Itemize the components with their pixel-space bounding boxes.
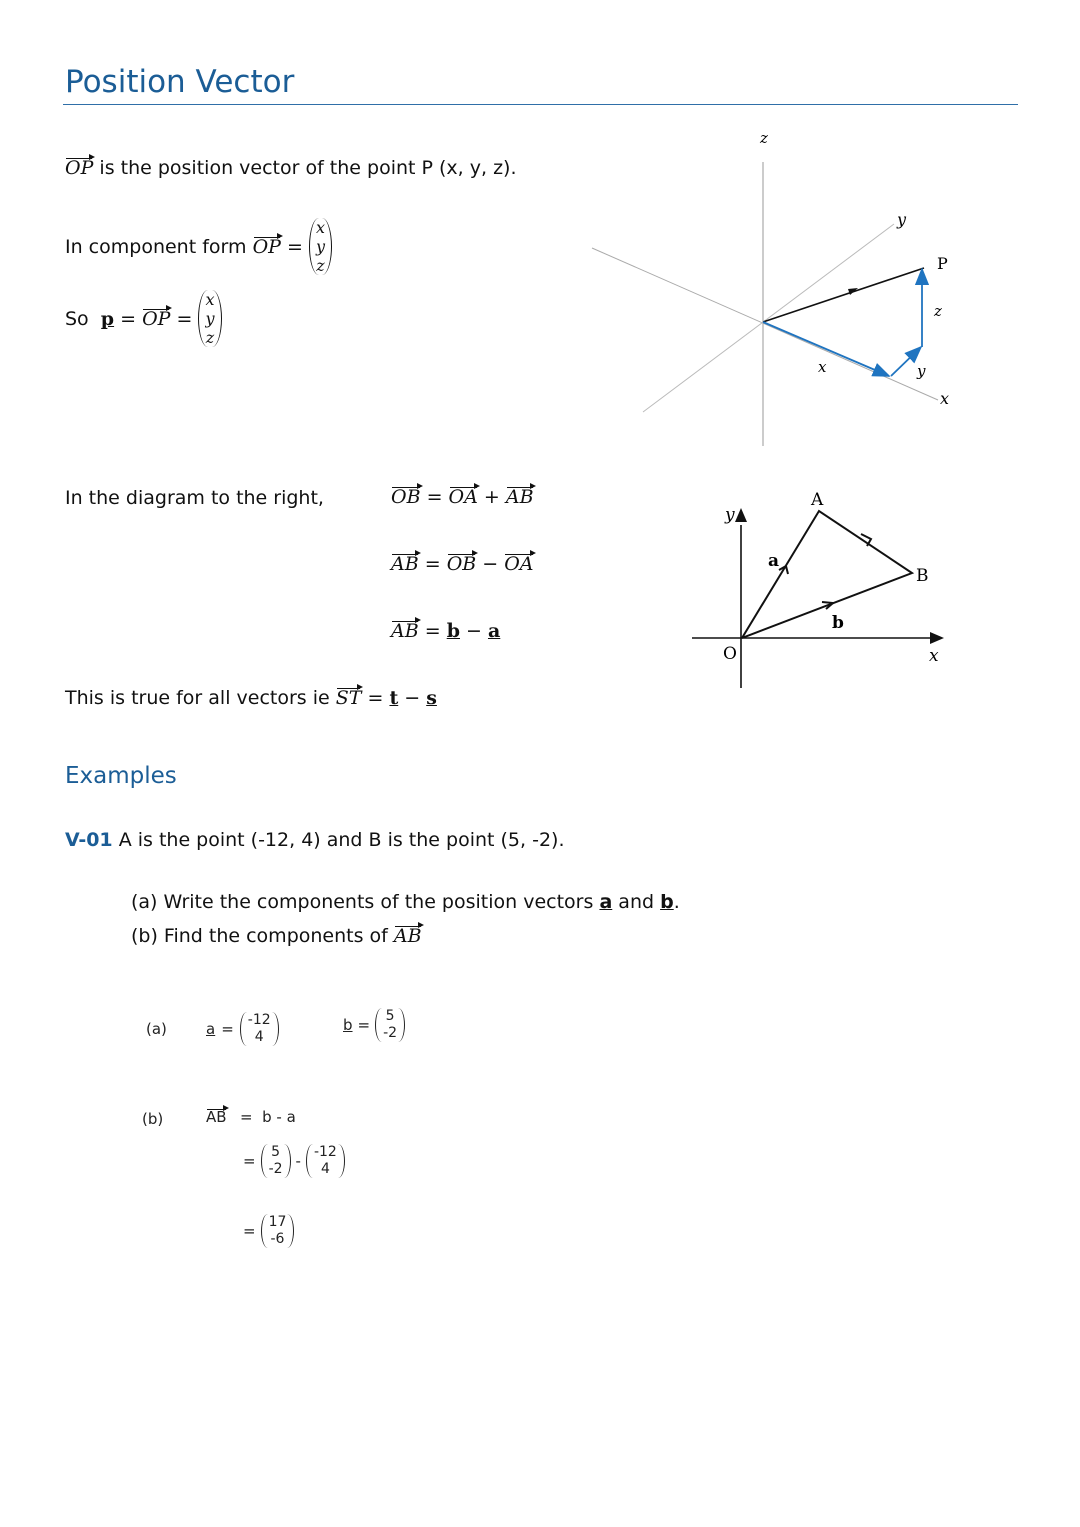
working-line1: = b - a <box>240 1108 296 1126</box>
vector-op: OP <box>65 157 94 179</box>
hw-value: -2 <box>383 1025 398 1041</box>
hw-value: -12 <box>247 1012 271 1028</box>
hw-value: -6 <box>270 1231 285 1247</box>
operator: − <box>459 620 488 642</box>
op-vector <box>763 268 924 322</box>
equals: = <box>114 307 143 330</box>
y-axis-label: y <box>897 210 907 229</box>
vector-ab: AB <box>391 620 419 642</box>
hw-vector-a: a <box>206 1020 216 1038</box>
vector-op: OP <box>252 235 281 258</box>
hw-equals: = <box>221 1020 234 1038</box>
component-y: y <box>315 237 325 256</box>
equals: = <box>170 307 199 330</box>
vector-ob: OB <box>446 553 477 575</box>
origin-label: O <box>723 644 737 664</box>
component-z: z <box>205 328 215 347</box>
hw-column-b <box>375 1008 405 1042</box>
position-vector-definition <box>65 157 517 179</box>
y-axis-arrow <box>735 508 747 522</box>
component-x: x <box>205 290 215 309</box>
vector-op: OP <box>142 307 171 330</box>
column-vector-xyz <box>309 218 332 275</box>
working-a-vector <box>206 1012 279 1046</box>
equation-ob: OB = OA + AB <box>391 486 534 508</box>
x-axis-label: x <box>940 389 950 408</box>
equation-ab-b-minus-a: AB = b − a <box>391 620 501 642</box>
and-text: and <box>612 891 661 913</box>
x-segment-label: x <box>818 358 827 376</box>
vector-s: s <box>426 687 437 709</box>
hw-equals: = <box>243 1152 256 1170</box>
vector-ab: AB <box>505 486 534 508</box>
x-label: x <box>929 646 939 666</box>
working-ab <box>206 1108 227 1126</box>
hw-value: 17 <box>268 1214 287 1230</box>
hw-value: -2 <box>268 1161 283 1177</box>
hw-value: 4 <box>320 1161 330 1177</box>
component-x: x <box>315 218 325 237</box>
examples-heading: Examples <box>65 763 177 789</box>
title-underline <box>63 104 1018 105</box>
vector-p: p <box>100 307 115 330</box>
example-part-a <box>131 891 680 913</box>
vector-a: a <box>599 891 613 913</box>
hw-column-result <box>261 1214 295 1248</box>
example-v01 <box>65 829 565 851</box>
vector-t: t <box>389 687 399 709</box>
p-equals-op <box>65 290 222 347</box>
x-axis-arrow <box>930 632 944 644</box>
component-form-label: In component form <box>65 235 247 258</box>
3d-axes-diagram <box>580 120 980 460</box>
hw-equals: = <box>357 1016 371 1034</box>
page-title: Position Vector <box>65 64 295 100</box>
hw-value: 5 <box>271 1144 281 1160</box>
hw-value: 4 <box>254 1029 264 1045</box>
part-a-text: (a) Write the components of the position vectors <box>131 891 600 913</box>
operator: + <box>477 486 506 508</box>
definition-text: is the position vector of the point P (x, y, z). <box>93 157 517 179</box>
hw-column-a <box>240 1012 279 1046</box>
working-b-label: (b) <box>142 1110 164 1128</box>
vector-oa: OA <box>448 486 478 508</box>
example-code: V-01 <box>65 829 113 851</box>
example-problem: A is the point (-12, 4) and B is the point (5, -2). <box>112 829 565 851</box>
working-b-vector <box>343 1008 405 1042</box>
vector-a: a <box>487 620 501 642</box>
operator: − <box>476 553 505 575</box>
component-form <box>65 218 332 275</box>
vector-oa: OA <box>504 553 534 575</box>
vector-ab: AB <box>393 925 422 947</box>
triangle-vector-diagram <box>680 480 960 690</box>
vector-ab: AB <box>391 553 419 575</box>
working-line2 <box>243 1144 345 1178</box>
z-segment-label: z <box>934 302 942 320</box>
diagram-reference-label: In the diagram to the right, <box>65 487 324 509</box>
point-p-label: P <box>937 254 948 273</box>
hw-equals: = <box>243 1222 256 1240</box>
general-rule: This is true for all vectors ie ST = t − s <box>65 687 437 709</box>
op-arrowhead <box>848 288 858 295</box>
point-b-label: B <box>916 566 929 586</box>
vector-b: b <box>660 891 674 913</box>
y-segment-label: y <box>917 362 926 380</box>
part-b-text: (b) Find the components of <box>131 925 394 947</box>
column-vector-xyz <box>198 290 221 347</box>
component-z: z <box>316 256 325 275</box>
hw-value: -12 <box>313 1144 337 1160</box>
z-axis-label: z <box>760 129 768 147</box>
hw-column-b <box>261 1144 291 1178</box>
hw-vector-ab: AB <box>206 1108 227 1126</box>
triangle-oab <box>742 511 912 638</box>
vector-b-label: b <box>832 613 844 633</box>
period: . <box>673 891 680 913</box>
component-y: y <box>205 309 215 328</box>
vector-b: b <box>446 620 460 642</box>
hw-column-a <box>306 1144 345 1178</box>
hw-minus: - <box>295 1152 301 1170</box>
vector-st: ST <box>335 687 362 709</box>
equals: = <box>280 235 309 258</box>
vector-a-label: a <box>768 551 780 571</box>
example-part-b <box>131 925 422 947</box>
working-result <box>243 1214 294 1248</box>
equation-ab-difference: AB = OB − OA <box>391 553 534 575</box>
hw-vector-b: b <box>343 1016 353 1034</box>
x-axis <box>592 248 938 400</box>
y-axis <box>643 224 894 412</box>
vector-ob: OB <box>391 486 421 508</box>
point-a-label: A <box>811 490 824 510</box>
working-a-label: (a) <box>146 1020 167 1038</box>
hw-value: 5 <box>385 1008 395 1024</box>
general-rule-text: This is true for all vectors ie <box>65 687 336 709</box>
so-label: So <box>65 307 95 330</box>
y-label: y <box>725 505 735 525</box>
